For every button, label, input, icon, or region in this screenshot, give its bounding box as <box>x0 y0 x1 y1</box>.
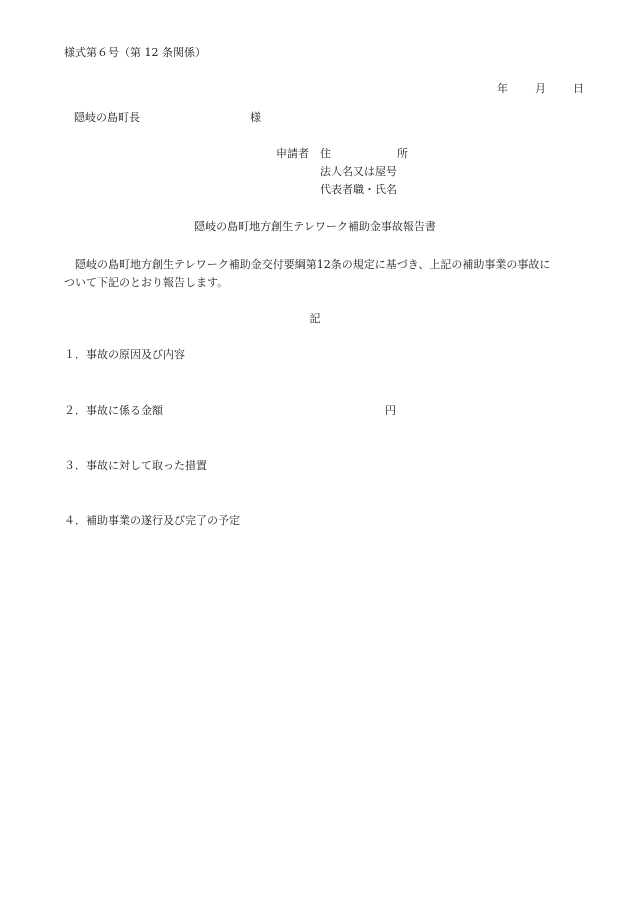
applicant-address-label: 住 所 <box>320 147 408 160</box>
item-3-label: ３．事故に対して取った措置 <box>64 459 207 472</box>
item-2-unit: 円 <box>385 404 396 417</box>
document-title: 隠岐の島町地方創生テレワーク補助金事故報告書 <box>194 220 436 233</box>
item-4-label: ４．補助事業の遂行及び完了の予定 <box>64 514 240 527</box>
date-month: 月 <box>535 82 546 95</box>
addressee-honorific: 様 <box>250 111 261 124</box>
date-day: 日 <box>573 82 584 95</box>
form-label: 様式第６号（第 12 条関係） <box>64 46 206 59</box>
body-text-line-1: 隠岐の島町地方創生テレワーク補助金交付要綱第12条の規定に基づき、上記の補助事業の事故に <box>75 258 551 271</box>
ki-heading: 記 <box>309 312 321 325</box>
item-1-label: １．事故の原因及び内容 <box>64 348 185 361</box>
body-text-line-2: ついて下記のとおり報告します。 <box>64 276 229 289</box>
item-2-label: ２．事故に係る金額 <box>64 404 163 417</box>
date-line <box>497 82 589 96</box>
applicant-label: 申請者 <box>276 147 309 160</box>
addressee-name: 隠岐の島町長 <box>74 111 140 124</box>
date-year: 年 <box>497 82 508 95</box>
applicant-corp-name-label: 法人名又は屋号 <box>320 165 397 178</box>
applicant-representative-label: 代表者職・氏名 <box>320 183 397 196</box>
